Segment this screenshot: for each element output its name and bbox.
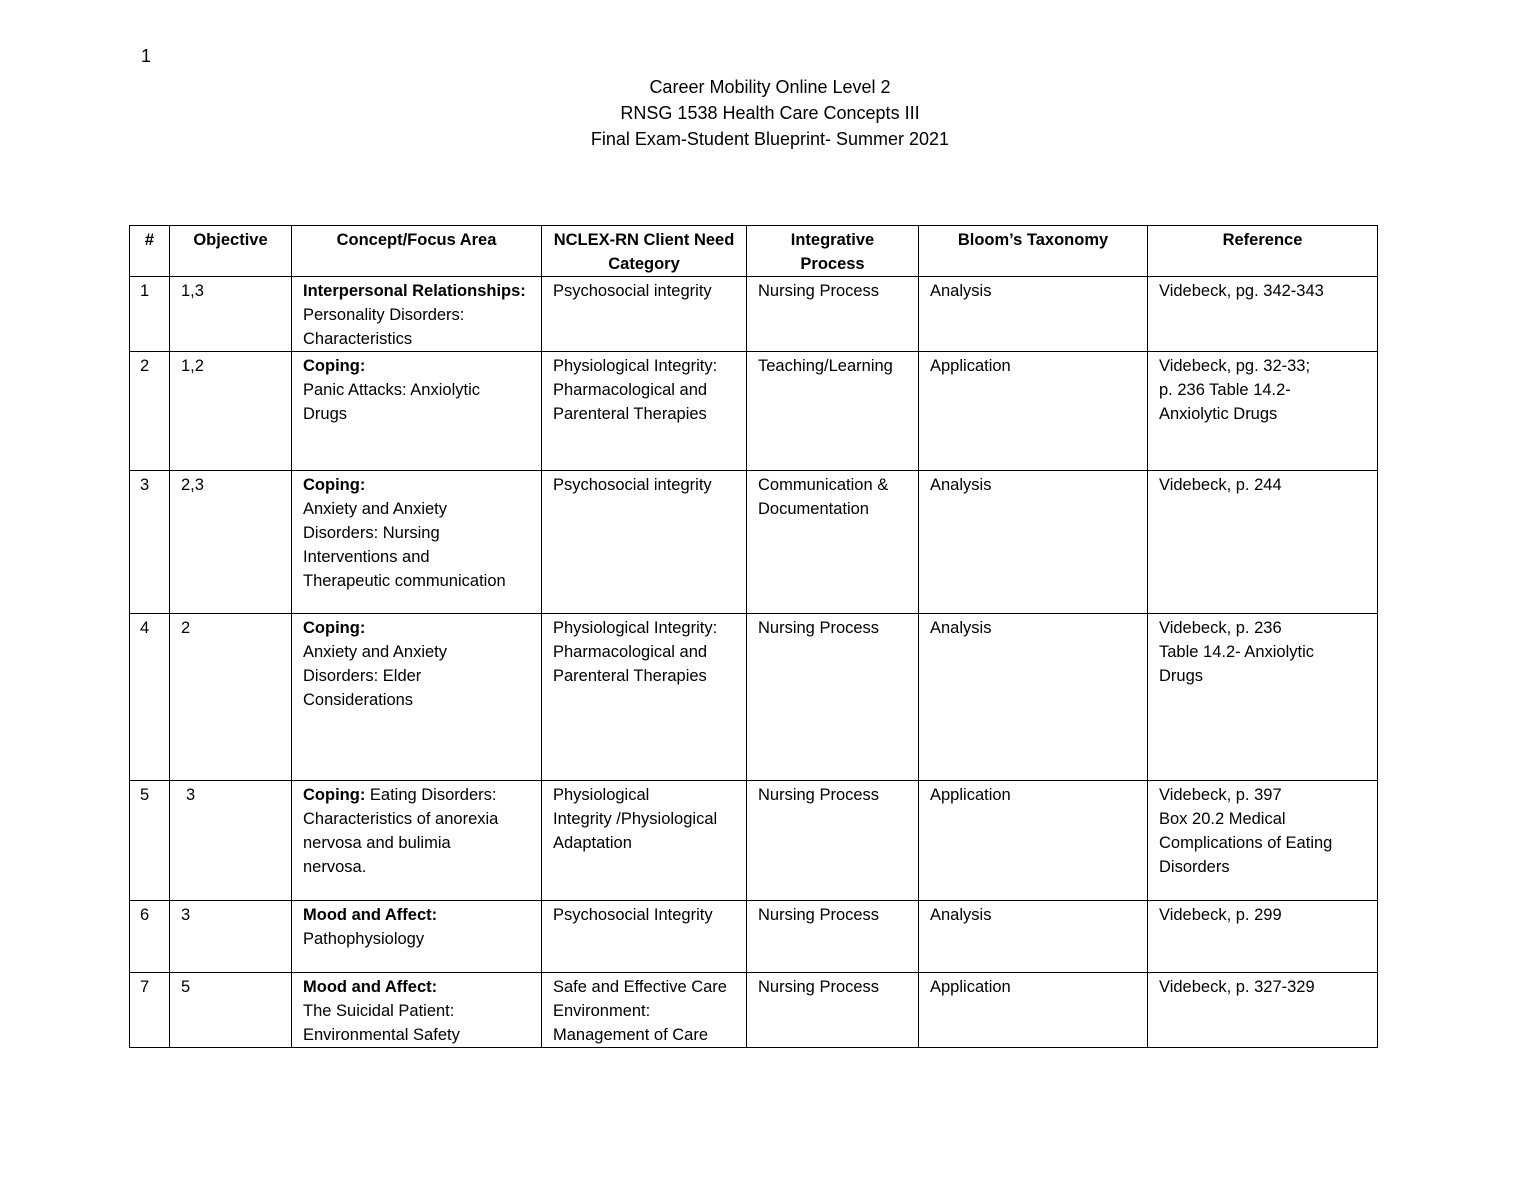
concept-heading: Mood and Affect: [303,906,438,924]
cell-reference [1148,277,1378,352]
concept-line: Pathophysiology [303,930,425,948]
table-row [130,973,1378,1048]
concept-line: Anxiety and Anxiety [303,643,448,661]
cell-concept [292,781,542,901]
cell-number: 2 [130,352,170,471]
table-body [130,277,1378,1048]
cell-bloom: Application [919,973,1148,1048]
table-row [130,277,1378,352]
integrative-line: Teaching/Learning [758,357,893,375]
cell-number: 3 [130,471,170,614]
integrative-line: Nursing Process [758,786,880,804]
concept-heading-detail: Eating Disorders: [365,786,497,804]
concept-line: Anxiety and Anxiety [303,500,448,518]
cell-objective: 2 [170,614,292,781]
header-objective: Objective [170,226,292,277]
concept-heading-line [303,616,535,640]
cell-number: 6 [130,901,170,973]
cell-reference [1148,781,1378,901]
concept-line: Characteristics of anorexia [303,810,499,828]
integrative-line: Nursing Process [758,906,880,924]
concept-heading-line [303,903,535,927]
nclex-line: Environment: [553,1002,651,1020]
cell-integrative [747,781,919,901]
cell-objective: 3 [170,781,292,901]
cell-nclex [542,614,747,781]
reference-line: Videbeck, pg. 32-33; [1159,357,1311,375]
concept-heading-line [303,473,535,497]
table-row [130,352,1378,471]
cell-bloom: Application [919,781,1148,901]
cell-bloom: Analysis [919,901,1148,973]
concept-heading: Coping: [303,786,366,804]
concept-line: Interventions and [303,548,430,566]
title-line-course: RNSG 1538 Health Care Concepts III [620,103,920,123]
reference-line: Anxiolytic Drugs [1159,405,1278,423]
reference-line: Videbeck, pg. 342-343 [1159,282,1324,300]
cell-bloom: Analysis [919,614,1148,781]
reference-line: Videbeck, p. 236 [1159,619,1282,637]
concept-heading-line [303,279,535,303]
concept-heading: Coping: [303,619,366,637]
concept-line: Panic Attacks: Anxiolytic [303,381,480,399]
concept-heading-line [303,783,535,807]
cell-concept [292,901,542,973]
header-concept: Concept/Focus Area [292,226,542,277]
cell-reference [1148,973,1378,1048]
nclex-line: Psychosocial Integrity [553,906,713,924]
cell-number: 7 [130,973,170,1048]
table-row [130,901,1378,973]
nclex-line: Adaptation [553,834,632,852]
nclex-line: Physiological Integrity: [553,357,718,375]
table-row [130,781,1378,901]
cell-integrative [747,277,919,352]
cell-concept [292,352,542,471]
reference-line: Table 14.2- Anxiolytic [1159,643,1315,661]
cell-objective: 2,3 [170,471,292,614]
concept-heading: Coping: [303,357,366,375]
cell-integrative [747,901,919,973]
concept-line: nervosa. [303,858,367,876]
cell-bloom: Analysis [919,471,1148,614]
table-header-row [130,226,1378,277]
cell-nclex [542,352,747,471]
nclex-line: Parenteral Therapies [553,405,707,423]
cell-bloom: Application [919,352,1148,471]
cell-number: 1 [130,277,170,352]
nclex-line: Psychosocial integrity [553,476,712,494]
concept-line: Therapeutic communication [303,572,506,590]
document-title [0,74,1540,152]
cell-integrative [747,614,919,781]
cell-reference [1148,901,1378,973]
concept-line: Environmental Safety [303,1026,460,1044]
reference-line: Videbeck, p. 299 [1159,906,1282,924]
reference-line: Disorders [1159,858,1230,876]
concept-line: Considerations [303,691,414,709]
header-integrative [747,226,919,277]
cell-objective: 5 [170,973,292,1048]
cell-nclex [542,277,747,352]
cell-reference [1148,614,1378,781]
nclex-line: Parenteral Therapies [553,667,707,685]
title-line-exam: Final Exam-Student Blueprint- Summer 2021 [590,129,950,149]
cell-reference [1148,352,1378,471]
concept-line: The Suicidal Patient: [303,1002,455,1020]
reference-line: Box 20.2 Medical [1159,810,1286,828]
integrative-line: Documentation [758,500,869,518]
cell-objective: 3 [170,901,292,973]
concept-line: Characteristics [303,330,413,348]
title-line-program: Career Mobility Online Level 2 [649,77,891,97]
integrative-line: Communication & [758,476,889,494]
header-nclex-line2: Category [608,255,680,273]
header-nclex-line1: NCLEX-RN Client Need [553,231,735,249]
integrative-line: Nursing Process [758,282,880,300]
header-number: # [130,226,170,277]
concept-heading: Mood and Affect: [303,978,438,996]
cell-reference [1148,471,1378,614]
reference-line: Drugs [1159,667,1204,685]
reference-line: Videbeck, p. 327-329 [1159,978,1315,996]
cell-integrative [747,973,919,1048]
concept-line: Personality Disorders: [303,306,465,324]
page-number: 1 [141,46,152,66]
reference-line: Videbeck, p. 244 [1159,476,1282,494]
integrative-line: Nursing Process [758,978,880,996]
reference-line: Complications of Eating [1159,834,1333,852]
cell-concept [292,614,542,781]
concept-line: Drugs [303,405,348,423]
nclex-line: Physiological Integrity: [553,619,718,637]
concept-heading-line [303,354,535,378]
concept-heading-line [303,975,535,999]
reference-line: Videbeck, p. 397 [1159,786,1282,804]
cell-concept [292,277,542,352]
cell-nclex [542,471,747,614]
header-bloom: Bloom’s Taxonomy [919,226,1148,277]
header-integrative-line1: Integrative [790,231,875,249]
nclex-line: Pharmacological and [553,643,708,661]
concept-heading: Interpersonal Relationships: [303,282,526,300]
nclex-line: Management of Care [553,1026,709,1044]
cell-number: 5 [130,781,170,901]
nclex-line: Integrity /Physiological [553,810,718,828]
nclex-line: Safe and Effective Care [553,978,727,996]
header-integrative-line2: Process [800,255,865,273]
cell-integrative [747,352,919,471]
header-reference: Reference [1148,226,1378,277]
reference-line: p. 236 Table 14.2- [1159,381,1291,399]
header-nclex [542,226,747,277]
nclex-line: Physiological [553,786,650,804]
concept-line: Disorders: Elder [303,667,422,685]
cell-objective: 1,3 [170,277,292,352]
cell-objective: 1,2 [170,352,292,471]
concept-line: nervosa and bulimia [303,834,451,852]
nclex-line: Psychosocial integrity [553,282,712,300]
concept-heading: Coping: [303,476,366,494]
cell-concept [292,471,542,614]
cell-concept [292,973,542,1048]
table-row [130,471,1378,614]
exam-blueprint-table [129,225,1378,1048]
table-row [130,614,1378,781]
cell-number: 4 [130,614,170,781]
cell-bloom: Analysis [919,277,1148,352]
concept-line: Disorders: Nursing [303,524,440,542]
cell-nclex [542,901,747,973]
cell-integrative [747,471,919,614]
nclex-line: Pharmacological and [553,381,708,399]
integrative-line: Nursing Process [758,619,880,637]
cell-nclex [542,973,747,1048]
cell-nclex [542,781,747,901]
